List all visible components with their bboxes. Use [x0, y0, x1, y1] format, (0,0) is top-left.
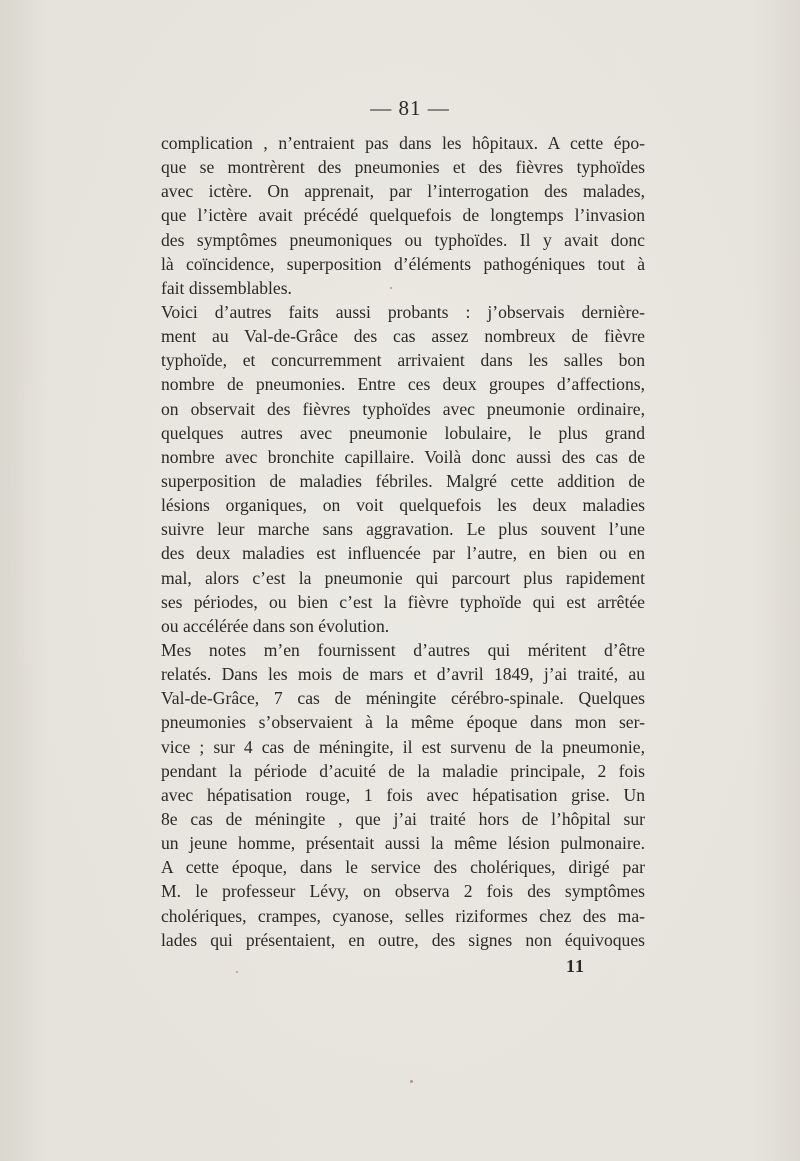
text-line: on observait des fièvres typhoïdes avec pneumonie ordinaire, — [161, 398, 645, 419]
text-line: que se montrèrent des pneumonies et des fièvres typhoïdes — [161, 157, 645, 178]
text-line: complication , n’entraient pas dans les hôpitaux. A cette épo- — [161, 133, 645, 153]
paper-speck — [390, 287, 392, 289]
text-line: A cette époque, dans le service des cholériques, dirigé par — [161, 857, 645, 878]
signature-mark: 11 — [566, 956, 586, 976]
text-line: nombre avec bronchite capillaire. Voilà donc aussi des cas de — [161, 446, 645, 467]
text-line: superposition de maladies fébriles. Malgré cette addition de — [161, 470, 645, 491]
page-number: — 81 — — [370, 96, 450, 120]
text-line: un jeune homme, présentait aussi la même lésion pulmonaire. — [161, 833, 645, 854]
text-line: pendant la période d’acuité de la maladie principale, 2 fois — [161, 760, 645, 781]
text-line: avec hépatisation rouge, 1 fois avec hépatisation grise. Un — [161, 784, 645, 805]
text-line: 8e cas de méningite , que j’ai traité hors de l’hôpital sur — [161, 808, 645, 829]
text-line: typhoïde, et concurremment arrivaient dans les salles bon — [161, 350, 645, 371]
text-line: M. le professeur Lévy, on observa 2 fois des symptômes — [161, 881, 645, 902]
text-line: cholériques, crampes, cyanose, selles riziformes chez des ma- — [161, 905, 645, 926]
text-line: ment au Val-de-Grâce des cas assez nombreux de fièvre — [161, 326, 645, 347]
text-line: lésions organiques, on voit quelquefois les deux maladies — [161, 495, 645, 516]
text-line: ou accélérée dans son évolution. — [161, 615, 390, 636]
text-line: Voici d’autres faits aussi probants : j’observais dernière- — [161, 301, 645, 322]
text-line: que l’ictère avait précédé quelquefois de longtemps l’invasion — [161, 205, 645, 226]
text-line: Mes notes m’en fournissent d’autres qui méritent d’être — [161, 639, 645, 660]
text-line: lades qui présentaient, en outre, des signes non équivoques — [161, 929, 645, 950]
text-line: nombre de pneumonies. Entre ces deux groupes d’affections, — [161, 374, 645, 395]
paper-speck — [410, 1080, 413, 1083]
text-line: des deux maladies est influencée par l’autre, en bien ou en — [161, 543, 645, 564]
text-line: quelques autres avec pneumonie lobulaire, le plus grand — [161, 422, 645, 443]
text-line: vice ; sur 4 cas de méningite, il est survenu de la pneumonie, — [161, 736, 645, 757]
text-line: des symptômes pneumoniques ou typhoïdes. Il y avait donc — [161, 229, 645, 250]
text-line: fait dissemblables. — [161, 277, 292, 298]
text-line: pneumonies s’observaient à la même époque dans mon ser- — [161, 712, 645, 733]
body-text — [161, 131, 645, 952]
text-line: là coïncidence, superposition d’éléments pathogéniques tout à — [161, 253, 645, 274]
text-line: Val-de-Grâce, 7 cas de méningite cérébro-spinale. Quelques — [161, 688, 645, 709]
text-line: relatés. Dans les mois de mars et d’avril 1849, j’ai traité, au — [161, 664, 645, 685]
text-line: avec ictère. On apprenait, par l’interrogation des malades, — [161, 181, 645, 202]
text-line: suivre leur marche sans aggravation. Le plus souvent l’une — [161, 519, 645, 540]
paper-speck — [236, 971, 238, 973]
text-line: mal, alors c’est la pneumonie qui parcourt plus rapidement — [161, 567, 645, 588]
text-line: ses périodes, ou bien c’est la fièvre typhoïde qui est arrêtée — [161, 591, 645, 612]
